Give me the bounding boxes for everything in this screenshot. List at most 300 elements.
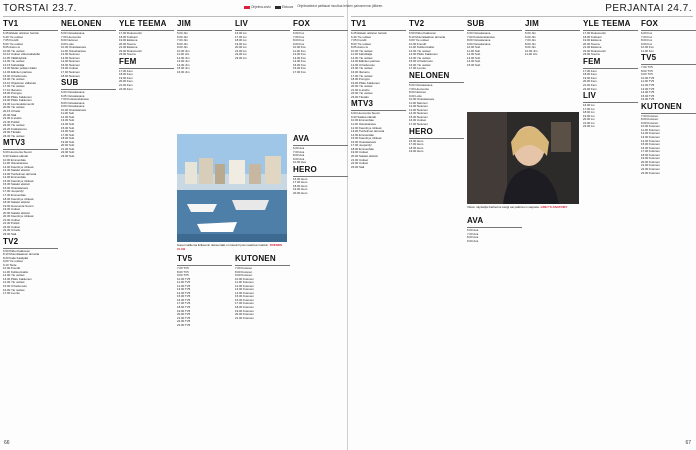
program-listing: 8.10 Muumilaakson tarinoita <box>409 35 446 39</box>
channel-rule <box>409 30 464 31</box>
program-listing: 8.00 Jim <box>177 42 188 46</box>
program-listing: 18.00 Kutonen <box>641 153 660 157</box>
program-listing: 12.00 Kutonen <box>641 132 660 136</box>
channel-block <box>409 72 464 127</box>
program-listing: 21.00 Liv <box>583 121 595 125</box>
program-listing: 17.00 Dokumentti <box>119 32 142 35</box>
program-listing: 19.00 Huomenta Suomi <box>3 204 34 208</box>
program-listing: 19.00 Fem <box>119 76 133 80</box>
program-listing: 16.00 Liv <box>235 32 247 35</box>
program-listing: 20.00 Fem <box>119 80 133 84</box>
channel-block <box>641 20 696 53</box>
program-listing: 22.00 Fem <box>119 87 133 91</box>
program-listing: 20.00 Teema <box>583 42 600 46</box>
program-listing: 11.05 Välähdyksiä <box>3 56 27 60</box>
channel-rule <box>641 64 696 65</box>
channel-name: YLE TEEMA <box>583 19 631 28</box>
program-listing: 12.00 Yle uutiset <box>409 49 431 53</box>
program-listing: 6.40 Yle uutiset <box>351 35 371 39</box>
program-listing: 15.00 Urheiluruutu <box>409 60 433 64</box>
program-listing: 15.00 Jim <box>177 67 190 71</box>
channel-name: KUTONEN <box>235 254 276 263</box>
program-listing: 16.00 Sub <box>61 130 75 134</box>
program-listing: 16.00 Yle uutiset <box>3 78 25 82</box>
program-listing: 21.00 Elokuva <box>119 46 138 50</box>
channel-rule <box>467 227 522 228</box>
program-listing: 11.00 Sub <box>61 112 74 116</box>
program-listing: 14.00 Yle uutiset <box>409 56 431 60</box>
channel-name: FEM <box>583 56 601 66</box>
program-listing: 15.00 Sub <box>61 126 75 130</box>
channel-rule <box>583 30 638 31</box>
program-listing: 12.00 Nelonen <box>61 53 80 57</box>
left-column-6 <box>293 19 348 131</box>
channel-name: YLE TEEMA <box>119 19 167 28</box>
program-listing: 19.00 Uutiset <box>351 151 369 155</box>
program-listing: 9.10 Tiede <box>3 263 17 267</box>
program-listing: 9.00 Ostoskanava <box>61 105 85 109</box>
program-listing: 15.00 Urheiluruutu <box>3 285 27 288</box>
program-listing: 7.05 Frendit <box>351 39 367 43</box>
program-listing: 20.30 Sää <box>3 113 17 117</box>
channel-block <box>3 20 58 138</box>
program-listing: 9.00 Kutonen <box>641 121 659 125</box>
program-listing: 11.00 TV5 <box>177 281 191 285</box>
channel-block <box>293 20 348 75</box>
program-listing: 23.00 Sää <box>3 232 17 236</box>
channel-block <box>235 20 290 60</box>
program-listing: 19.30 Uutiset <box>3 208 21 212</box>
program-listing: 22.00 Yle uutiset <box>351 92 373 96</box>
top-rule <box>3 16 344 17</box>
program-listing: 8.00 TV5 <box>177 270 189 274</box>
channel-rule <box>235 30 290 31</box>
left-column-4b <box>177 254 232 440</box>
left-page-number: 66 <box>4 440 10 446</box>
program-listing: 13.00 Pikku Kakkonen <box>409 53 438 57</box>
program-listing: 23.00 Tänään <box>351 95 369 99</box>
channel-block <box>641 103 696 175</box>
program-listing: 14.00 Fox <box>293 60 306 64</box>
program-listing: 17.00 Luonto <box>3 292 20 296</box>
program-listing: 13.00 Sub <box>467 56 481 60</box>
channel-block <box>467 20 522 67</box>
program-listing: 19.00 Liv <box>235 42 247 46</box>
program-listing: 13.00 Tukholman tarinoita <box>3 172 37 176</box>
program-listing: 18.30 Pikku Kakkonen <box>3 95 32 99</box>
program-listing: 15.00 TV5 <box>177 295 191 299</box>
program-listing: 9.00 Ava <box>293 157 305 161</box>
channel-rule <box>3 248 58 249</box>
program-listing: 23.00 Tänään <box>3 131 21 135</box>
program-listing: 10.00 Frendit <box>409 42 427 46</box>
channel-block <box>177 20 232 75</box>
program-listing: 21.00 Kutonen <box>641 164 660 168</box>
program-listing: 15.00 Yle uutiset <box>351 67 373 71</box>
channel-rule <box>583 102 638 103</box>
program-listing: 19.00 Kutonen <box>235 309 254 313</box>
program-listing: 16.00 Ostoskanava <box>3 186 28 190</box>
rating-swatch <box>244 6 250 9</box>
right-column-3b <box>467 216 522 440</box>
program-listing: 17.00 Hero <box>293 181 308 185</box>
program-listing: 12.00 Yle uutiset <box>351 56 373 60</box>
channel-name: HERO <box>293 164 317 174</box>
program-listing: 5.00 Jim <box>177 32 188 35</box>
channel-name: FOX <box>641 19 659 28</box>
program-listing: 16.10 Ohjelmien välisissä <box>3 81 36 85</box>
program-listing: 17.00 TV5 <box>177 302 191 306</box>
program-listing: 17.30 Emmerdale <box>3 193 26 197</box>
program-listing: 14.00 Jim <box>177 63 190 67</box>
channel-block <box>351 20 406 99</box>
program-listing: 17.00 Fem <box>119 69 133 73</box>
program-listing: 19.00 Hero <box>293 188 308 192</box>
program-listing: 10.00 Kutonen <box>235 277 254 281</box>
program-listing: 14.00 TV5 <box>177 291 191 295</box>
program-listing: 16.00 Ostoskanava <box>351 140 376 144</box>
channel-name: FOX <box>293 19 311 28</box>
program-listing: 20.30 Kauniit ja rohkeat <box>3 215 34 219</box>
program-listing: 21.00 Fem <box>119 84 133 88</box>
program-listing: 22.20 Kotikatsomo <box>3 127 27 131</box>
program-listing: 10.00 Emmerdale <box>3 158 26 162</box>
channel-block <box>583 20 638 57</box>
program-listing: 6.00 Jim <box>177 35 188 39</box>
program-listing: 17.00 Jeopardy! <box>3 190 24 194</box>
left-column-3 <box>119 19 174 440</box>
program-listing: 18.30 Salatut elämät <box>3 201 30 205</box>
program-listing: 15.00 Nelonen <box>409 115 428 119</box>
movie-swatch <box>275 6 281 9</box>
program-listing: 15.00 Kutonen <box>641 143 660 147</box>
left-feature-photo <box>177 134 287 242</box>
program-listing: 21.30 Poliisit <box>3 222 20 226</box>
program-listing: 19.00 Liv <box>583 114 595 118</box>
program-listing: 13.00 Kutonen <box>235 288 254 292</box>
program-listing: 22.00 Dokumentti <box>119 49 142 53</box>
program-listing: 21.40 Poliisit <box>3 120 20 124</box>
program-listing: 19.00 Elokuva <box>583 39 602 43</box>
channel-rule <box>351 30 406 31</box>
program-listing: 6.00 Fox <box>641 32 653 35</box>
program-listing: 6.50 Pikku Kakkonen <box>3 249 31 253</box>
program-listing: 6.00 Ostoskanava <box>61 91 85 95</box>
legend-item-rating: Ohjelma-arvio <box>244 5 271 9</box>
program-listing: 20.00 Yle uutiset <box>351 85 373 89</box>
program-listing: 13.00 Nelonen <box>61 56 80 60</box>
channel-name: MTV3 <box>351 99 374 109</box>
program-listing: 7.00 Huomenta <box>61 35 81 39</box>
program-listing: 14.00 Urheiluruutu <box>351 63 375 67</box>
channel-name: MTV3 <box>3 138 26 148</box>
program-listing: 18.00 Hero <box>293 184 308 188</box>
program-listing: 7.00 Kotiostoskanava <box>467 35 495 39</box>
program-listing: 16.00 Liv <box>583 104 595 108</box>
channel-block <box>61 79 116 158</box>
program-listing: 18.00 Sub <box>61 137 75 141</box>
program-listing: 18.00 Kulttuuri <box>583 35 602 39</box>
program-listing: 10.00 Fox <box>641 46 654 50</box>
program-listing: 8.00 Kutonen <box>641 118 659 122</box>
program-listing: 6.05 Ostoskanava <box>61 94 85 98</box>
program-listing: 7.00 Fox <box>293 35 305 39</box>
program-listing: 6.40 Yle uutiset <box>3 35 23 39</box>
program-listing: 20.00 Liv <box>235 46 247 50</box>
program-listing: 13.00 Eläinten parissa <box>351 60 380 64</box>
right-column-2 <box>409 19 464 440</box>
left-day-title: TORSTAI 23.7. <box>3 3 77 14</box>
program-listing: 16.00 Hero <box>293 177 308 181</box>
program-listing: 9.00 Ostoskanava <box>467 42 491 46</box>
program-listing: 8.00 Nelonen <box>61 39 79 43</box>
program-listing: 10.00 Yle uutiset <box>3 49 25 53</box>
program-listing: 11.00 Nelonen <box>409 101 428 105</box>
program-listing: 7.00 Kotiostoskanava <box>61 98 89 102</box>
program-listing: 5.00 Ostoskanava <box>61 32 85 35</box>
program-listing: 14.00 Kutonen <box>235 291 254 295</box>
program-listing: 18.00 Liv <box>235 39 247 43</box>
program-listing: 7.05 Frendit <box>3 39 19 43</box>
program-listing: 13.00 Pikku Kakkonen <box>3 277 32 281</box>
program-listing: 12.00 Nelonen <box>409 105 428 109</box>
program-listing: 10.00 Jim <box>525 49 538 53</box>
channel-name: HERO <box>409 126 433 136</box>
channel-rule <box>641 113 696 114</box>
program-listing: 18.00 TV5 <box>177 306 191 310</box>
harbor-image <box>177 134 287 242</box>
program-listing: 10.00 Frendit <box>3 267 21 271</box>
channel-block <box>293 135 348 165</box>
program-listing: 23.00 TV5 <box>177 323 191 327</box>
channel-name: TV2 <box>3 236 19 246</box>
program-listing: 22.00 TV5 <box>177 320 191 324</box>
program-listing: 7.00 Jim <box>525 39 536 43</box>
program-listing: 11.00 Kulttuurivaltio <box>409 46 435 50</box>
program-listing: 16.00 Kutonen <box>235 298 254 302</box>
program-listing: 7.00 Ava <box>467 232 479 236</box>
program-listing: 17.00 Fox <box>293 71 306 75</box>
program-listing: 6.00 Fox <box>293 32 305 35</box>
left-column-6b <box>293 134 348 440</box>
channel-rule <box>351 110 406 111</box>
program-listing: 9.30 Salatut elämät <box>3 154 28 158</box>
channel-block <box>583 58 638 91</box>
program-listing: 19.00 Elokuva <box>119 39 138 43</box>
program-listing: 8.00 Kutonen <box>235 270 253 274</box>
program-listing: 8.00 Nelonen <box>409 91 427 95</box>
channel-rule <box>177 265 232 266</box>
program-listing: 14.00 Kutonen <box>641 139 660 143</box>
program-listing: 16.00 TV5 <box>177 298 191 302</box>
channel-rule <box>293 145 348 146</box>
program-listing: 22.00 Fem <box>583 87 597 91</box>
program-listing: 7.00 TV5 <box>177 267 189 270</box>
program-listing: 15.00 Sub <box>467 63 481 67</box>
program-listing: 16.00 Fox <box>293 67 306 71</box>
program-listing: 20.00 Fem <box>583 80 597 84</box>
channel-name: SUB <box>61 78 79 88</box>
program-listing: 10.00 Jim <box>177 49 190 53</box>
program-listing: 15.00 Kauniit ja rohkeat <box>351 137 382 141</box>
program-listing: 13.00 Nelonen <box>409 108 428 112</box>
program-listing: 22.00 Dokumentti <box>583 49 606 53</box>
program-listing: 20.00 Teema <box>119 42 136 46</box>
program-listing: 10.00 TV5 <box>641 76 655 80</box>
channel-rule <box>583 68 638 69</box>
program-listing: 11.00 Fox <box>641 49 654 53</box>
program-listing: 12.00 Kutonen <box>235 284 254 288</box>
program-listing: 20.00 Liv <box>583 118 595 122</box>
program-listing: 6.00 Ava <box>467 229 479 232</box>
program-listing: 18.00 Hero <box>409 146 424 150</box>
channel-rule <box>119 30 174 31</box>
program-listing: 12.30 Salatut elämät <box>3 169 30 173</box>
program-listing: 10.00 Fox <box>293 46 306 50</box>
program-listing: 13.00 Kutonen <box>641 136 660 140</box>
program-listing: 22.00 Kutonen <box>641 167 660 171</box>
program-listing: 21.00 Uutiset <box>3 218 21 222</box>
program-listing: 18.00 Kauniit ja rohkeat <box>3 197 34 201</box>
program-listing: 12.00 Sub <box>467 53 481 57</box>
program-listing: 20.00 TV5 <box>177 313 191 317</box>
program-listing: 16.00 Uutiset <box>61 67 79 71</box>
program-listing: 14.00 Sub <box>467 60 481 64</box>
program-listing: 15.00 Urheiluruutu <box>3 74 27 78</box>
channel-name: LIV <box>583 91 597 101</box>
program-listing: 20.00 Kutonen <box>641 160 660 164</box>
program-listing: 12.00 TV5 <box>641 84 655 88</box>
program-listing: 17.00 Nelonen <box>61 71 80 75</box>
program-listing: 18.00 Kulttuuri <box>119 35 138 39</box>
program-listing: 22.00 Uutiset <box>3 225 21 229</box>
program-listing: 19.00 Sub <box>61 140 75 144</box>
program-listing: 17.00 Yle uutiset <box>351 74 373 78</box>
program-listing: 10.00 Ava <box>293 161 306 165</box>
top-rule <box>351 16 693 17</box>
channel-name: AVA <box>293 134 310 143</box>
program-listing: 17.00 Hero <box>409 143 424 147</box>
program-listing: 9.00 Lotto <box>61 42 74 46</box>
program-listing: 9.00 Ava <box>467 239 479 243</box>
program-listing: 17.00 Fem <box>583 69 597 73</box>
channel-block <box>467 217 522 243</box>
channel-rule <box>119 68 174 69</box>
program-listing: 9.00 Jim <box>177 46 188 50</box>
program-listing: 16.00 Iltaruutu <box>351 71 370 75</box>
channel-block <box>293 166 348 196</box>
actress-image <box>467 112 579 204</box>
channel-name: LIV <box>235 19 249 28</box>
program-listing: 11.00 Sub <box>467 49 480 53</box>
program-listing: 21.00 Uutiset <box>351 158 369 162</box>
channel-block <box>409 20 464 71</box>
left-photo-caption <box>177 244 287 251</box>
program-listing: 12.00 Sub <box>61 115 75 119</box>
program-listing: 11.00 Kulttuurivaltio <box>3 270 29 274</box>
program-listing: 9.00 Kutonen <box>235 274 253 278</box>
channel-name: NELONEN <box>61 19 102 28</box>
program-listing: 19.00 Pikku Kakkonen <box>3 99 32 103</box>
program-listing: 23.00 Sää <box>351 165 365 169</box>
program-listing: 8.00 Ostoskanava <box>467 39 491 43</box>
channel-name: SUB <box>467 19 485 28</box>
channel-rule <box>293 176 348 177</box>
program-listing: 12.15 Kahvikalja <box>3 63 25 67</box>
program-listing: 19.00 Fem <box>583 76 597 80</box>
program-listing: 18.00 Kutonen <box>235 306 254 310</box>
program-listing: 10.00 Emmerdale <box>351 119 374 123</box>
program-listing: 18.00 Nelonen <box>61 74 80 78</box>
channel-rule <box>293 30 348 31</box>
program-listing: 17.00 Kutonen <box>235 302 254 306</box>
channel-rule <box>409 138 464 139</box>
channel-block <box>351 100 406 169</box>
program-listing: 22.00 Yle uutiset <box>3 124 25 128</box>
program-listing: 8.05 Aamu-tv <box>3 46 21 50</box>
program-listing: 13.00 TV5 <box>641 87 655 91</box>
program-listing: 9.00 Fox <box>641 42 653 46</box>
program-listing: 9.00 Lotto <box>409 94 422 98</box>
program-listing: 8.00 Yle uutiset <box>351 42 371 46</box>
program-listing: 15.30 Salatut elämät <box>3 183 30 187</box>
program-listing: 6.00 Huomenta Suomi <box>351 112 380 116</box>
program-listing: 14.00 Nelonen <box>409 112 428 116</box>
program-listing: 19.00 Kutonen <box>641 157 660 161</box>
program-listing: 21.00 A-studio <box>351 88 370 92</box>
program-listing: 14.00 Nelonen <box>61 60 80 64</box>
program-listing: 21.00 Elokuva <box>583 46 602 50</box>
program-listing: 8.00 Fox <box>641 39 653 43</box>
program-listing: 16.00 Uutiset <box>409 119 427 123</box>
channel-rule <box>409 82 464 83</box>
program-listing: 8.00 Jim <box>525 42 536 46</box>
program-listing: 23.00 Sub <box>61 154 75 158</box>
program-listing: 20.00 Hero <box>293 191 308 195</box>
program-listing: 23.00 Teema <box>119 53 136 57</box>
program-listing: 17.00 Luonto <box>409 67 426 71</box>
program-listing: 22.30 Urheilu <box>3 229 21 233</box>
program-listing: 17.00 Liv <box>583 107 595 111</box>
program-listing: 8.00 Fox <box>293 39 305 43</box>
program-listing: 19.00 Hero <box>409 150 424 154</box>
program-listing: 6.00 Ostoskanava <box>467 32 491 35</box>
program-listing: 14.00 Sub <box>61 123 75 127</box>
channel-block <box>177 255 232 327</box>
program-listing: 21.00 Liv <box>235 49 247 53</box>
program-listing: 11.00 Ostoskanava <box>351 123 376 127</box>
channel-block <box>61 20 116 78</box>
program-listing: 17.00 Liv <box>235 35 247 39</box>
channel-rule <box>61 30 116 31</box>
program-listing: 21.00 A-studio <box>3 117 22 121</box>
channel-rule <box>3 30 58 31</box>
right-column-5 <box>583 19 638 440</box>
program-listing: 5.00 Jim <box>525 32 536 35</box>
program-listing: 10.00 Ostoskanava <box>61 108 86 112</box>
program-listing: 18.00 Pomppu <box>351 78 370 82</box>
program-listing: 7.00 Huomenta <box>409 87 429 91</box>
program-listing: 9.00 TV5 <box>177 274 189 278</box>
program-listing: 21.00 Fem <box>583 84 597 88</box>
program-listing: 9.00 TV5 <box>641 73 653 77</box>
left-caption-text: Supermalliema Eriksenin deksemäki on tässä hyvä maailman talokin. <box>177 243 269 247</box>
program-listing: 17.00 Jeopardy! <box>351 144 372 148</box>
program-listing: 8.00 Ostoskanava <box>61 101 85 105</box>
program-listing: 12.00 Kauniit ja rohkeat <box>3 165 34 169</box>
program-listing: 17.00 Kutonen <box>641 150 660 154</box>
right-page <box>348 0 696 450</box>
